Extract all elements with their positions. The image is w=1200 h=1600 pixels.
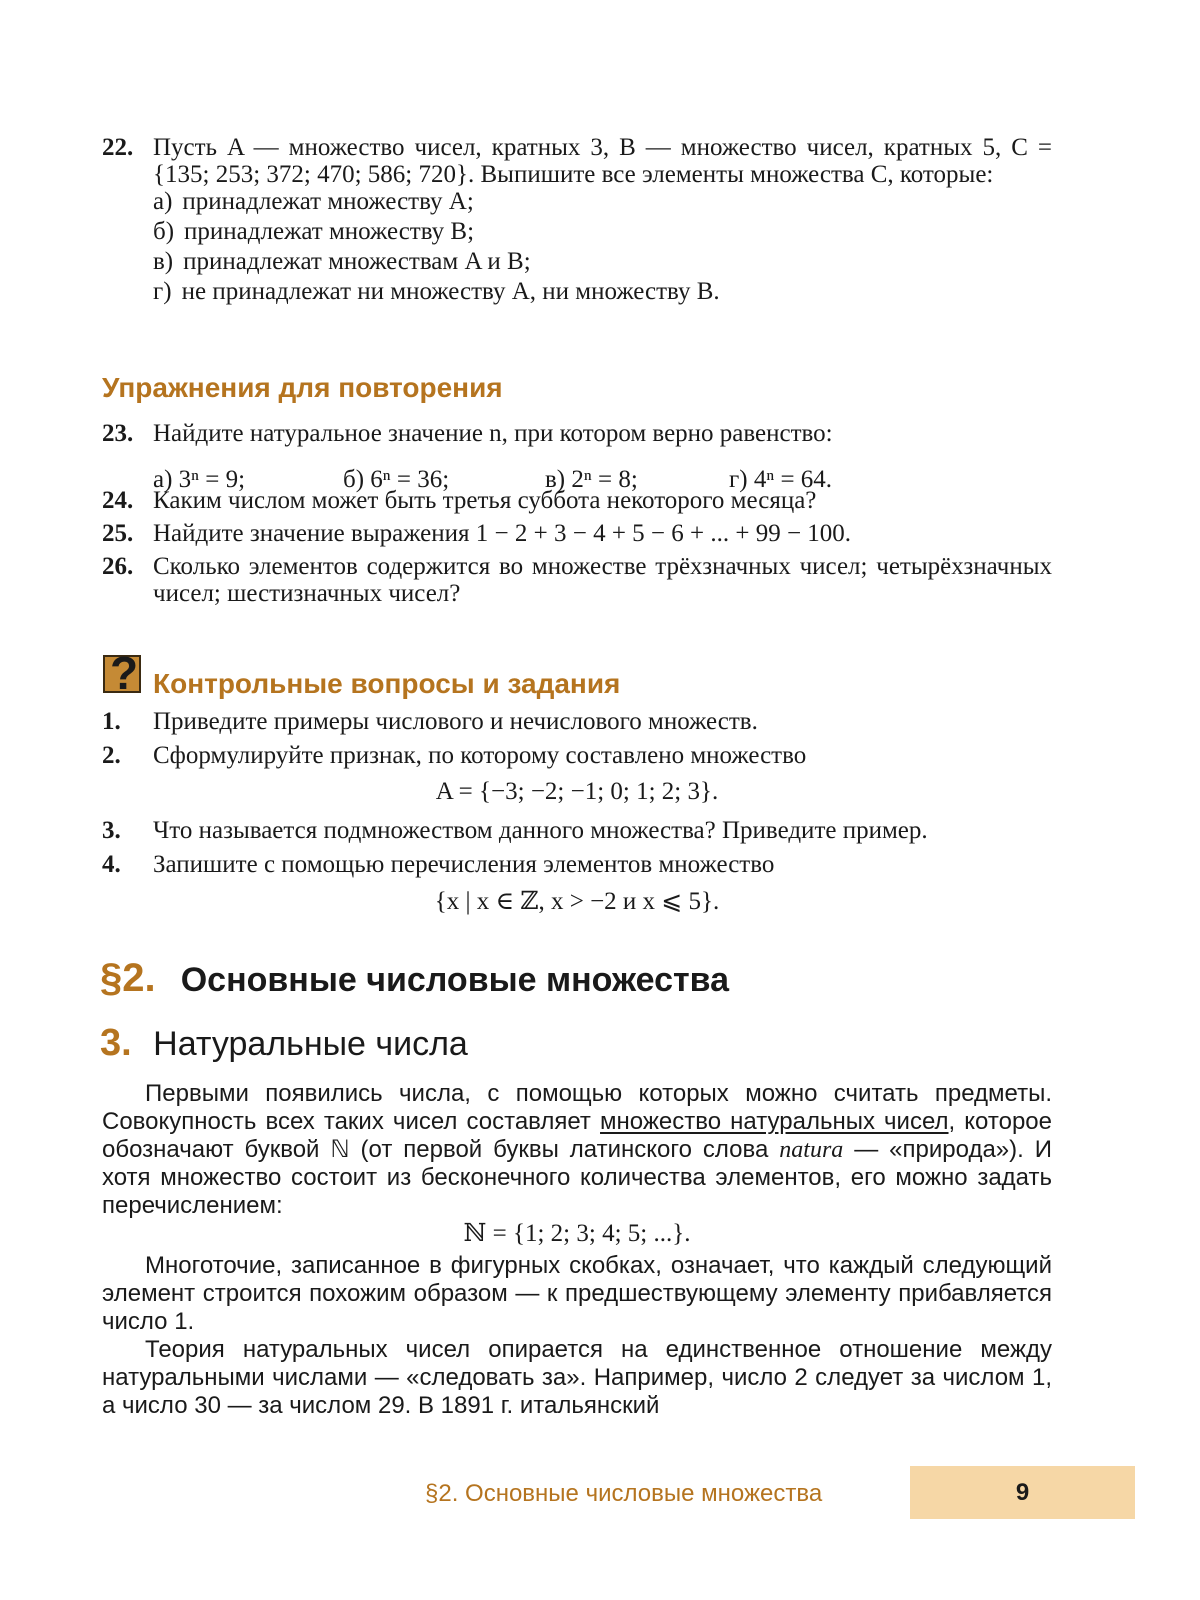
formula-set-builder: {x | x ∈ ℤ, x > −2 и x ⩽ 5}.	[434, 888, 720, 915]
option-label: в)	[153, 248, 174, 275]
problem-22	[102, 134, 1052, 305]
section-heading	[100, 955, 729, 1003]
paragraph-2: Многоточие, записанное в фигурных скобках, означает, что каждый следующий элемент строится похожим образом — к предшествующему элементу прибавляется число 1.	[102, 1252, 1052, 1335]
option-d: г) 4ⁿ = 64.	[729, 466, 833, 493]
subsection-heading	[100, 1022, 468, 1065]
paragraph-3: Теория натуральных чисел опирается на единственное отношение между натуральными числами — «следовать за». Например, число 2 следует за числом 1, а число 30 — за числом 29. В 1891 г. итальянский	[102, 1336, 1052, 1419]
formula-set-a: A = {−3; −2; −1; 0; 1; 2; 3}.	[435, 778, 719, 805]
question-1	[102, 708, 1052, 735]
option-c	[153, 248, 1052, 275]
option-text: принадлежат множеству A;	[182, 188, 474, 215]
body-text	[102, 1080, 1052, 1420]
problem-24	[102, 487, 1052, 514]
question-text: Что называется подмножеством данного множества? Приведите пример.	[153, 817, 928, 844]
footer-section-title: §2. Основные числовые множества	[425, 1480, 823, 1507]
problem-number: 23.	[102, 420, 134, 447]
option-label: б)	[153, 218, 175, 245]
question-number: 1.	[102, 708, 121, 735]
section-number: §2.	[100, 956, 156, 1000]
option-text: принадлежат множествам A и B;	[183, 248, 531, 275]
question-mark-icon: ?	[103, 655, 141, 693]
problem-options	[153, 188, 1052, 305]
subsection-number: 3.	[100, 1022, 132, 1064]
option-text: принадлежат множеству B;	[184, 218, 475, 245]
question-text: Запишите с помощью перечисления элементов множество	[153, 851, 775, 878]
option-b: б) 6ⁿ = 36;	[343, 466, 450, 493]
paragraph-1: Первыми появились числа, с помощью которых можно считать предметы. Совокупность всех таких чисел составляет множество натуральных чисел, которое обозначают буквой ℕ (от первой буквы латинского слова natura — «природа»). И хотя множество состоит из бесконечного количества элементов, его можно задать перечислением:	[102, 1080, 1052, 1219]
question-text: Сформулируйте признак, по которому составлено множество	[153, 742, 807, 769]
option-label: г)	[153, 278, 172, 305]
option-text: не принадлежат ни множеству A, ни множеству B.	[181, 278, 720, 305]
question-number: 3.	[102, 817, 121, 844]
control-heading: Контрольные вопросы и задания	[153, 668, 621, 699]
question-number: 2.	[102, 742, 121, 769]
question-number: 4.	[102, 851, 121, 878]
problem-number: 22.	[102, 134, 134, 161]
term-natural-numbers: множество натуральных чисел	[600, 1108, 949, 1135]
formula-natural-set: ℕ = {1; 2; 3; 4; 5; ...}.	[463, 1220, 691, 1247]
problem-text: Сколько элементов содержится во множестве трёхзначных чисел; четырёхзначных чисел; шестизначных чисел?	[153, 553, 1052, 607]
problem-26	[102, 553, 1052, 607]
problem-number: 25.	[102, 520, 134, 547]
problem-23	[102, 420, 1052, 447]
section-title: Основные числовые множества	[180, 961, 730, 999]
problem-25	[102, 520, 1052, 547]
review-heading: Упражнения для повторения	[102, 372, 503, 403]
option-d	[153, 278, 1052, 305]
problem-text: Найдите натуральное значение n, при котором верно равенство:	[153, 420, 833, 447]
problem-number: 26.	[102, 553, 134, 580]
option-c: в) 2ⁿ = 8;	[545, 466, 638, 493]
subsection-title: Натуральные числа	[153, 1025, 468, 1063]
problem-text: Пусть A — множество чисел, кратных 3, B — множество чисел, кратных 5, C = {135; 253; 372; 470; 586; 720}. Выпишите все элементы множества C, которые:	[153, 134, 1052, 188]
question-4	[102, 851, 1052, 878]
problem-text: Найдите значение выражения 1 − 2 + 3 − 4 + 5 − 6 + ... + 99 − 100.	[153, 520, 852, 547]
question-text: Приведите примеры числового и нечислового множеств.	[153, 708, 758, 735]
problem-text: Каким числом может быть третья суббота некоторого месяца?	[153, 487, 817, 514]
question-3	[102, 817, 1052, 844]
option-b	[153, 218, 1052, 245]
option-a: а) 3ⁿ = 9;	[153, 466, 246, 493]
option-label: а)	[153, 188, 173, 215]
page-number: 9	[1015, 1479, 1030, 1506]
question-2	[102, 742, 1052, 769]
problem-number: 24.	[102, 487, 134, 514]
page-number-box	[910, 1466, 1135, 1519]
option-a	[153, 188, 1052, 215]
